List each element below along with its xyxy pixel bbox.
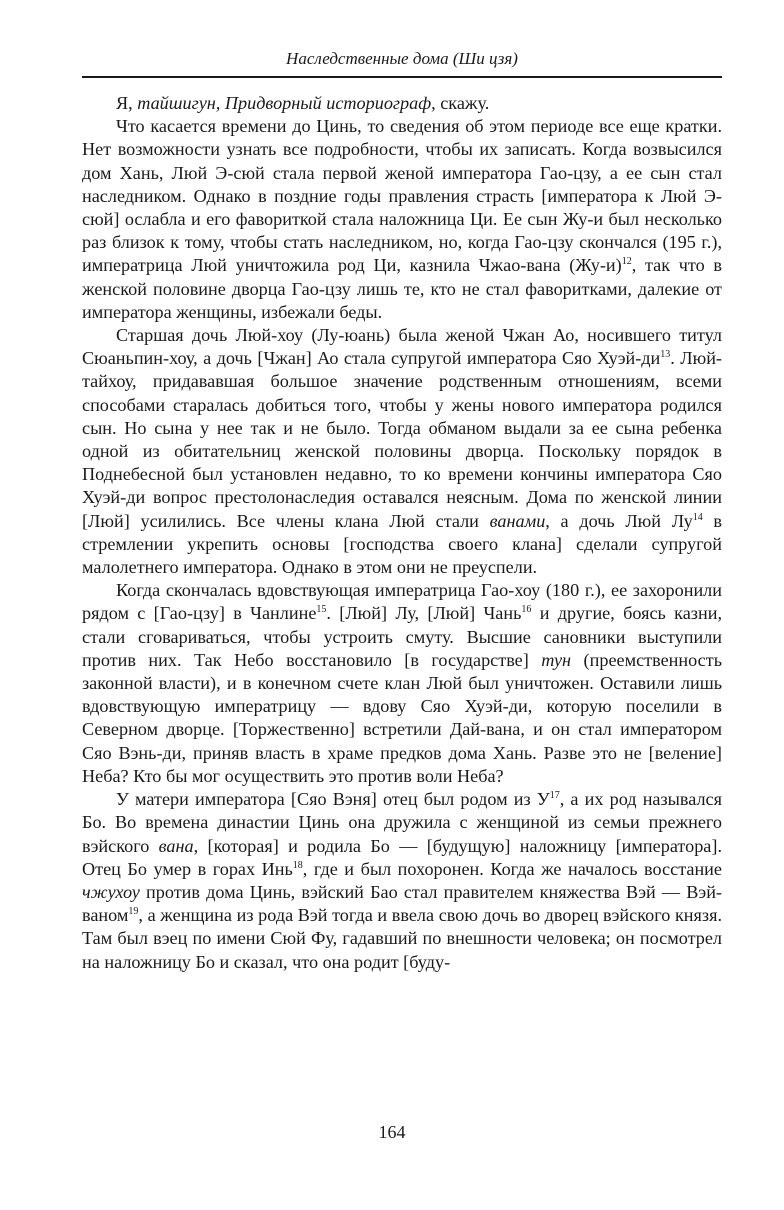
text-run: Когда скончалась вдовствующая императрица Гао-хоу (180 г.), ее захоронили рядом с [Гао-цзу] в Чанлине <box>82 580 722 624</box>
text-run: , а их род назывался Бо. Во времена династии Цинь она дружила с женщиной из семьи прежнего вэйского <box>82 789 722 856</box>
text-run: Старшая дочь Люй-хоу (Лу-юань) была женой Чжан Ао, носившего титул Сюаньпин-хоу, а дочь [Чжан] Ао стала супругой императора Сяо Хуэй-ди <box>82 325 722 369</box>
text-run: (преемственность законной власти), и в конечном счете клан Люй был уничтожен. Оставили лишь вдовствующую императрицу — вдову Сяо Хуэй-ди, которую поселили в Северном дворце. [Торжественно] встретили Дай-вана, и он стал императором Сяо Вэнь-ди, приняв власть в храме предков дома Хань. Разве это не [веление] Неба? Кто бы мог осуществить это против воли Неба? <box>82 649 722 786</box>
text-run: У матери императора [Сяо Вэня] отец был родом из У <box>116 789 550 810</box>
running-head: Наследственные дома (Ши цзя) <box>82 48 722 78</box>
italic-term: чжухоу <box>82 881 140 902</box>
text-run: в стремлении укрепить основы [господства своего клана] сделали супругой малолетнего императора. Однако в этом они не преуспели. <box>82 510 722 578</box>
italic-term: вана <box>158 835 194 856</box>
footnote-ref: 18 <box>292 859 303 871</box>
text-run: , так что в женской половине дворца Гао-цзу лишь те, кто не стал фаворитками, далекие от императора женщины, избежали беды. <box>82 255 722 322</box>
text-run: , а женщина из рода Вэй тогда и ввела свою дочь во дворец вэйского князя. Там был вэец по имени Сюй Фу, гадавший по внешности человека; он посмотрел на наложницу Бо и сказал, что она родит [буду- <box>82 905 722 972</box>
opening-title: тайшигун, Придворный историограф, <box>137 93 436 113</box>
paragraphs <box>82 115 722 974</box>
text-run: , а дочь Люй Лу <box>545 510 693 531</box>
text-run: , где и был похоронен. Когда же началось восстание <box>302 858 722 879</box>
footnote-ref: 16 <box>521 604 532 616</box>
footnote-ref: 15 <box>316 604 327 616</box>
paragraph <box>82 788 722 974</box>
italic-term: тун <box>541 649 572 670</box>
text-run: , [которая] и родила Бо — [будущую] наложницу [императора]. Отец Бо умер в горах Инь <box>82 835 722 879</box>
footnote-ref: 19 <box>128 906 139 918</box>
text-run: . [Люй] Лу, [Люй] Чань <box>326 603 522 624</box>
text-run: Что касается времени до Цинь, то сведения об этом периоде все еще кратки. Нет возможности узнать все подробности, чтобы их записать. Когда возвысился дом Хань, Люй Э-сюй стала первой женой императора Гао-цзу, а ее сын стал наследником. Однако в поздние годы правления страсть [императора к Люй Э-сюй] ослабла и его фавориткой стала наложница Ци. Ее сын Жу-и был несколько раз близок к тому, чтобы стать наследником, но, когда Гао-цзу скончался (195 г.), императрица Люй уничтожила род Ци, казнила Чжао-вана (Жу-и) <box>82 116 722 276</box>
paragraph <box>82 324 722 579</box>
paragraph <box>82 115 722 324</box>
text-run: против дома Цинь, вэйский Бао стал правителем княжества Вэй — Вэй-ваном <box>82 881 722 926</box>
paragraph <box>82 579 722 788</box>
footnote-ref: 17 <box>549 790 560 802</box>
opening-suffix: скажу. <box>435 93 490 113</box>
footnote-ref: 13 <box>660 349 671 361</box>
page-number: 164 <box>378 1122 406 1142</box>
footnote-ref: 12 <box>621 256 632 268</box>
body-text <box>82 92 722 974</box>
page <box>82 48 722 974</box>
text-run: . Люй-тайхоу, придававшая большое значение родственным отношениям, всеми способами старалась добиться того, чтобы у жены нового императора родился сын. Но сына у нее так и не было. Тогда обманом выдали за ее сына ребенка одной из обитательниц женской половины дворца. Поскольку порядок в Поднебесной был установлен недавно, то ко времени кончины императора Сяо Хуэй-ди вопрос престолонаследия оставался неясным. Дома по женской линии [Люй] усилились. Все члены клана Люй стали <box>82 348 722 531</box>
opening-line <box>82 92 722 115</box>
opening-prefix: Я, <box>116 93 138 113</box>
text-run: и другие, боясь казни, стали сговариваться, чтобы устроить смуту. Высшие сановники выступили против них. Так Небо восстановило [в государстве] <box>82 603 722 670</box>
footnote-ref: 14 <box>692 511 703 523</box>
italic-term: ванами <box>489 510 546 531</box>
